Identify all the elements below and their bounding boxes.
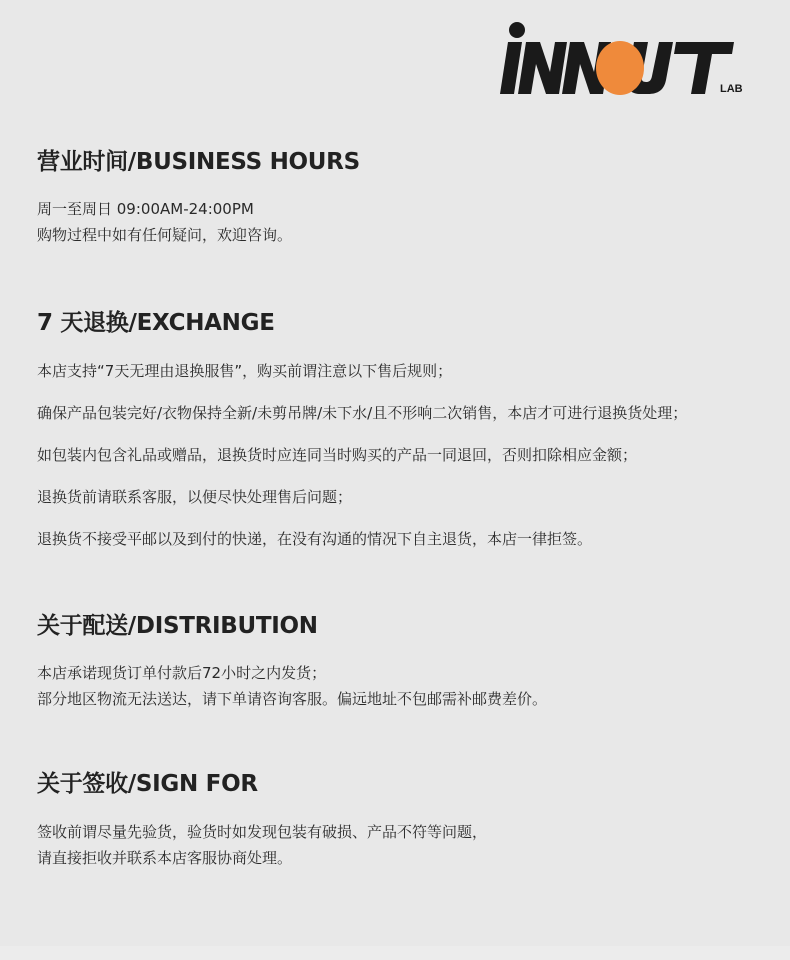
logo-lab-text: LAB bbox=[720, 83, 743, 95]
section-line: 退换货前请联系客服，以便尽快处理售后问题； bbox=[37, 488, 353, 506]
section-line: 周一至周日 09:00AM-24:00PM bbox=[37, 200, 254, 218]
section-sign-for bbox=[37, 769, 760, 868]
section-line: 签收前谓尽量先验货，验货时如发现包装有破损、产品不符等问题， bbox=[37, 823, 488, 841]
section-title: 关于配送/DISTRIBUTION bbox=[37, 613, 318, 639]
logo-i-dot bbox=[509, 22, 525, 38]
logo-letter-i bbox=[500, 42, 522, 94]
section-line: 如包装内包含礼品或赠品，退换货时应连同当时购买的产品一同退回，否则扣除相应金额； bbox=[37, 446, 638, 464]
section-line: 本店承诺现货订单付款后72小时之内发货； bbox=[37, 664, 327, 682]
section-line: 本店支持“7天无理由退换服售”，购买前谓注意以下售后规则； bbox=[37, 362, 453, 380]
section-line: 购物过程中如有任何疑问，欢迎咨询。 bbox=[37, 226, 293, 244]
brand-logo bbox=[498, 20, 750, 96]
section-line: 退换货不接受平邮以及到付的快递，在没有沟通的情况下自主退货，本店一律拒签。 bbox=[37, 530, 593, 548]
logo-orange-o bbox=[596, 41, 644, 95]
bottom-band bbox=[0, 946, 790, 960]
section-exchange bbox=[37, 308, 760, 549]
section-business-hours bbox=[37, 147, 760, 245]
section-line: 请直接拒收并联系本店客服协商处理。 bbox=[37, 849, 293, 867]
section-line: 部分地区物流无法送达，请下单请咨询客服。偏远地址不包邮需补邮费差价。 bbox=[37, 690, 548, 708]
logo-letter-n1 bbox=[518, 42, 567, 94]
section-title: 关于签收/SIGN FOR bbox=[37, 771, 258, 797]
section-title: 营业时间/BUSINESS HOURS bbox=[37, 149, 360, 175]
section-title: 7 天退换/EXCHANGE bbox=[37, 310, 275, 336]
section-line: 确保产品包装完好/衣物保持全新/未剪吊牌/未下水/且不形响二次销售，本店才可进行退换货处理； bbox=[37, 404, 688, 422]
section-distribution bbox=[37, 611, 760, 709]
innout-logo-graphic bbox=[498, 20, 750, 96]
